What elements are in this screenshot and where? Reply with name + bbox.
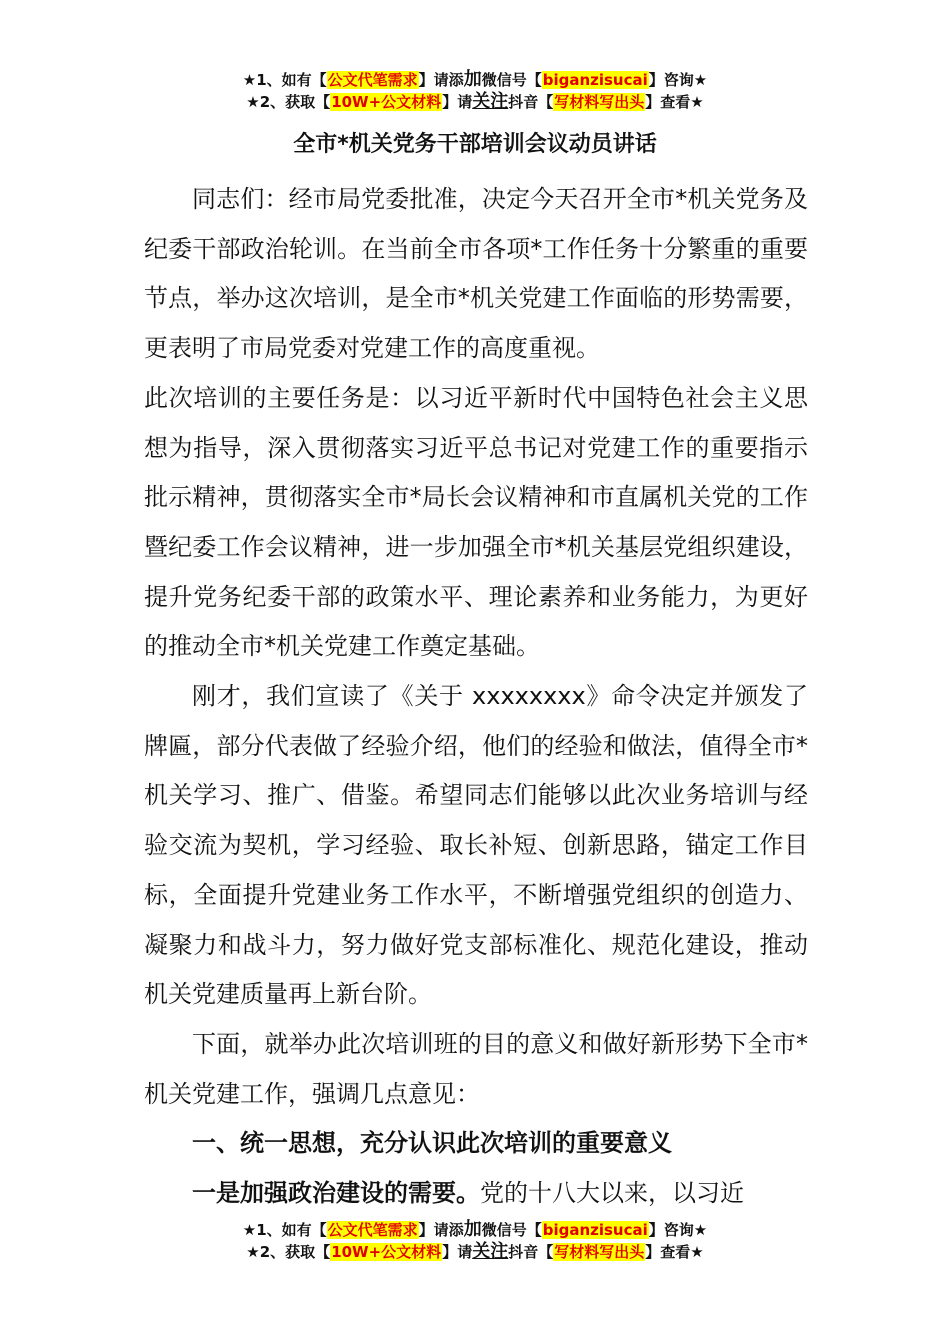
promo-line-2 [0, 91, 950, 113]
promo-text: 加 [463, 1219, 482, 1240]
promo-text: 】请添 [418, 71, 464, 89]
promo-text: 】咨询★ [648, 1221, 708, 1239]
promo-highlight: 写材料写出头 [554, 93, 645, 111]
promo-highlight: biganzisucai [542, 1221, 648, 1239]
promo-highlight: 10W+公文材料 [331, 93, 442, 111]
promo-text: 抖音【 [508, 93, 554, 111]
promo-highlight: 写材料写出头 [554, 1243, 645, 1261]
paragraph-lead: 一是加强政治建设的需要。 [192, 1179, 480, 1208]
promo-text: 关注 [472, 91, 509, 112]
promo-text: 关注 [472, 1241, 509, 1262]
promo-line-2 [0, 1241, 950, 1263]
promo-line-1 [0, 69, 950, 91]
paragraph: 同志们：经市局党委批准，决定今天召开全市*机关党务及纪委干部政治轮训。在当前全市各项*工作任务十分繁重的重要节点，举办这次培训，是全市*机关党建工作面临的形势需要，更表明了市局党委对党建工作的高度重视。 [144, 185, 808, 363]
promo-highlight: 公文代笔需求 [327, 71, 418, 89]
promo-text: 】咨询★ [648, 71, 708, 89]
promo-footer [0, 1219, 950, 1263]
paragraph-text: 党的十八大以来，以习近 [480, 1179, 744, 1208]
paragraph [144, 1169, 808, 1219]
promo-text: 】查看★ [645, 1243, 704, 1261]
promo-text: 微信号【 [481, 71, 542, 89]
section-heading: 一、统一思想，充分认识此次培训的重要意义 [192, 1129, 672, 1158]
promo-header [0, 69, 950, 113]
paragraph: 刚才，我们宣读了《关于 xxxxxxxx》命令决定并颁发了牌匾，部分代表做了经验介绍，他们的经验和做法，值得全市*机关学习、推广、借鉴。希望同志们能够以此次业务培训与经验交流为契机，学习经验、取长补短、创新思路，锚定工作目标，全面提升党建业务工作水平，不断增强党组织的创造力、凝聚力和战斗力，努力做好党支部标准化、规范化建设，推动机关党建质量再上新台阶。 [144, 682, 808, 1009]
promo-highlight: biganzisucai [542, 71, 648, 89]
promo-text: 】请 [442, 1243, 473, 1261]
promo-text: 】查看★ [645, 93, 704, 111]
promo-highlight: 公文代笔需求 [327, 1221, 418, 1239]
promo-text: ★2、获取【 [246, 93, 331, 111]
promo-text: ★1、如有【 [242, 1221, 327, 1239]
paragraph: 下面，就举办此次培训班的目的意义和做好新形势下全市*机关党建工作，强调几点意见： [144, 1029, 808, 1108]
paragraph: 此次培训的主要任务是：以习近平新时代中国特色社会主义思想为指导，深入贯彻落实习近平总书记对党建工作的重要指示批示精神，贯彻落实全市*局长会议精神和市直属机关党的工作暨纪委工作会议精神，进一步加强全市*机关基层党组织建设，提升党务纪委干部的政策水平、理论素养和业务能力，为更好的推动全市*机关党建工作奠定基础。 [144, 383, 808, 661]
promo-text: ★1、如有【 [242, 71, 327, 89]
promo-text: 】请添 [418, 1221, 464, 1239]
promo-text: ★2、获取【 [246, 1243, 331, 1261]
document-body [144, 175, 808, 1219]
promo-text: 抖音【 [508, 1243, 554, 1261]
promo-line-1 [0, 1219, 950, 1241]
promo-highlight: 10W+公文材料 [331, 1243, 442, 1261]
promo-text: 】请 [442, 93, 473, 111]
promo-text: 微信号【 [481, 1221, 542, 1239]
promo-text: 加 [463, 69, 482, 90]
document-title: 全市*机关党务干部培训会议动员讲话 [293, 132, 657, 157]
